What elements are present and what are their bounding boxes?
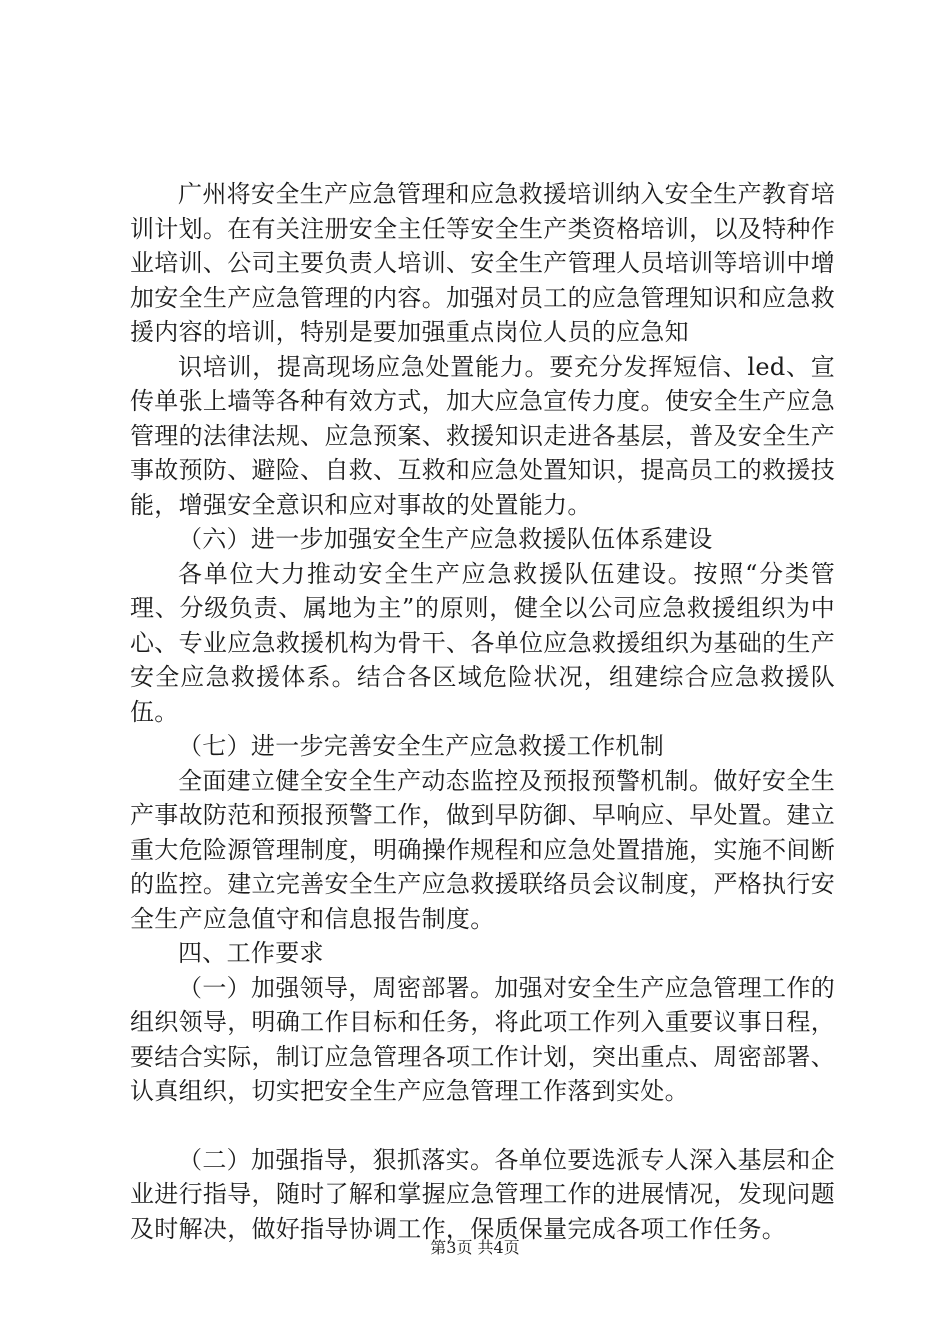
paragraph-monitoring-mechanism: 全面建立健全安全生产动态监控及预报预警机制。做好安全生产事故防范和预报预警工作，做到早防御、早响应、早处置。建立重大危险源管理制度，明确操作规程和应急处置措施，实施不间断的监控。建立完善安全生产应急救援联络员会议制度，严格执行安全生产应急值守和信息报告制度。 bbox=[130, 766, 835, 933]
document-body bbox=[130, 177, 835, 1246]
page-number-footer: 第3页 共4页 bbox=[430, 1238, 520, 1257]
heading-section-seven: （七）进一步完善安全生产应急救援工作机制 bbox=[178, 732, 664, 760]
heading-section-six: （六）进一步加强安全生产应急救援队伍体系建设 bbox=[178, 525, 713, 553]
paragraph-guidance: （二）加强指导，狠抓落实。各单位要选派专人深入基层和企业进行指导，随时了解和掌握应急管理工作的进展情况，发现问题及时解决，做好指导协调工作，保质保量完成各项工作任务。 bbox=[130, 1145, 835, 1243]
paragraph-training-plan: 广州将安全生产应急管理和应急救援培训纳入安全生产教育培训计划。在有关注册安全主任等安全生产类资格培训，以及特种作业培训、公司主要负责人培训、安全生产管理人员培训等培训中增加安全生产应急管理的内容。加强对员工的应急管理知识和应急救援内容的培训，特别是要加强重点岗位人员的应急知 bbox=[130, 180, 835, 346]
heading-work-requirements: 四、工作要求 bbox=[178, 939, 324, 967]
paragraph-leadership: （一）加强领导，周密部署。加强对安全生产应急管理工作的组织领导，明确工作目标和任务，将此项工作列入重要议事日程，要结合实际，制订应急管理各项工作计划，突出重点、周密部署、认真组织，切实把安全生产应急管理工作落到实处。 bbox=[130, 973, 835, 1105]
paragraph-rescue-team: 各单位大力推动安全生产应急救援队伍建设。按照“分类管理、分级负责、属地为主”的原则，健全以公司应急救援组织为中心、专业应急救援机构为骨干、各单位应急救援组织为基础的生产安全应急救援体系。结合各区域危险状况，组建综合应急救援队伍。 bbox=[130, 559, 835, 726]
paragraph-publicity: 识培训，提高现场应急处置能力。要充分发挥短信、led、宣传单张上墙等各种有效方式，加大应急宣传力度。使安全生产应急管理的法律法规、应急预案、救援知识走进各基层，普及安全生产事故预防、避险、自救、互救和应急处置知识，提高员工的救援技能，增强安全意识和应对事故的处置能力。 bbox=[130, 352, 835, 519]
